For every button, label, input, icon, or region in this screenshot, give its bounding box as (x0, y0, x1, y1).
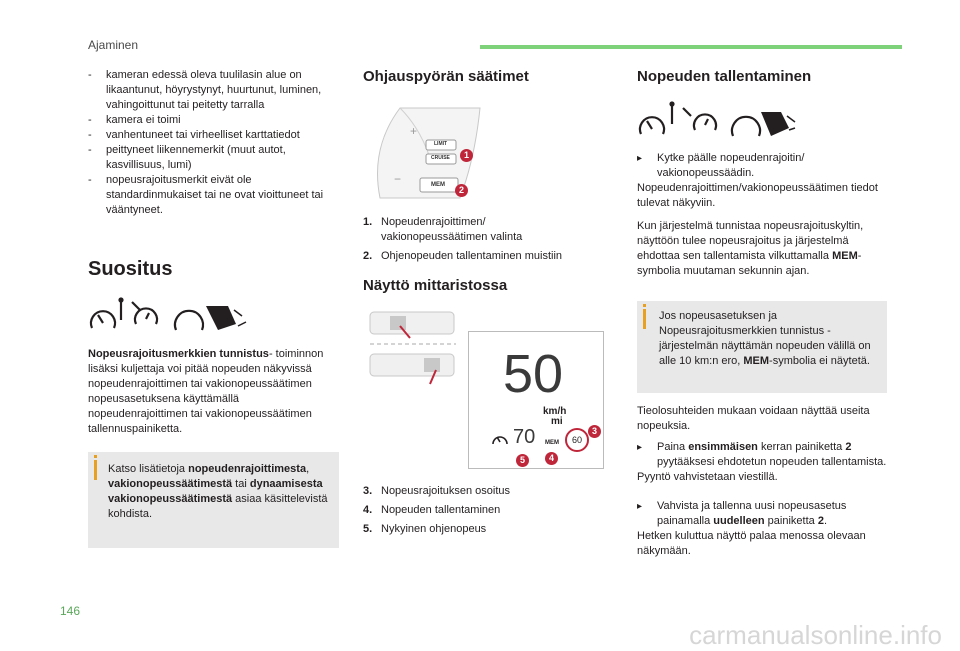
arrow-icon: ▸ (637, 153, 643, 164)
speedometer-icons (637, 100, 797, 140)
current-speed: 70 (513, 426, 536, 448)
speed-dial-display (468, 331, 604, 469)
speed-value: 50 (503, 344, 564, 404)
paragraph: Hetken kuluttua näyttö palaa menossa olevaan näkymään. (637, 530, 866, 557)
unit-kmh: km/h (543, 406, 567, 417)
speedometer-icon (491, 430, 509, 446)
limit-label: LIMIT (434, 141, 448, 147)
info-icon (94, 460, 97, 480)
list-item: 4. Nopeuden tallentaminen (363, 504, 501, 516)
cruise-label: CRUISE (431, 155, 450, 161)
minus-symbol: − (394, 172, 402, 186)
list-item: 3. Nopeusrajoituksen osoitus (363, 485, 511, 497)
plus-symbol: + (410, 124, 418, 138)
page-number: 146 (60, 604, 81, 618)
instruction-bullet: ▸ Paina ensimmäisen kerran painiketta 2 pyytääksesi ehdotetun nopeuden tallentamista. (637, 441, 887, 468)
mem-indicator: MEM (545, 440, 559, 446)
section-title-speed-memorisation: Nopeuden tallentaminen (637, 68, 812, 85)
section-label: Ajaminen (88, 38, 139, 52)
list-item: - nopeusrajoitusmerkit eivät ole standardinmukaiset tai ne ovat vioittuneet tai vääntyneet. (88, 174, 324, 216)
section-title-suositus: Suositus (88, 258, 173, 280)
watermark: carmanualsonline.info (689, 620, 942, 650)
limitations-list (88, 68, 338, 218)
mem-label: MEM (431, 182, 445, 188)
col3-text-block-2 (637, 404, 887, 559)
display-items-list (363, 484, 593, 541)
paragraph: Pyyntö vahvistetaan viestillä. (637, 471, 778, 483)
list-item: - peittyneet liikennemerkit (muut autot, kasvillisuus, lumi) (88, 144, 286, 171)
wheel-controls-list (363, 215, 593, 268)
unit-mi: mi (551, 416, 563, 427)
section-title-wheel-controls: Ohjauspyörän säätimet (363, 68, 529, 85)
instruction-bullet: ▸ Kytke päälle nopeudenrajoitin/ vakionopeussäädin. (637, 152, 805, 179)
arrow-icon: ▸ (637, 442, 643, 453)
instruction-bullet: ▸ Vahvista ja tallenna uusi nopeusasetus painamalla uudelleen painiketta 2. (637, 500, 847, 527)
header-accent-bar (480, 45, 902, 49)
info-box: Katso lisätietoja nopeudenrajoittimesta, vakionopeussäätimestä tai dynaamisesta vakionopeussäätimestä asiaa käsittelevistä kohdista. (88, 452, 339, 548)
info-box: Jos nopeusasetuksen ja Nopeusrajoitusmerkkien tunnistus -järjestelmän näyttämän nopeuden välillä on alle 10 km:n ero, MEM-symbolia ei näytetä. (637, 301, 887, 393)
list-item: - kamera ei toimi (88, 114, 181, 126)
section-title-instrument-display: Näyttö mittaristossa (363, 277, 508, 294)
callout-badge-5: 5 (516, 454, 529, 467)
list-item: 2. Ohjenopeuden tallentaminen muistiin (363, 250, 563, 262)
info-icon (643, 309, 646, 329)
paragraph: Nopeudenrajoittimen/vakionopeussäätimen tiedot tulevat näkyviin. (637, 182, 878, 209)
list-item: 5. Nykyinen ohjenopeus (363, 523, 487, 535)
speed-icons-row-2 (637, 100, 797, 140)
list-item: 1. Nopeudenrajoittimen/ vakionopeussäätimen valinta (363, 216, 523, 243)
speed-limit-sign: 60 (565, 428, 589, 452)
callout-badge-3: 3 (588, 425, 601, 438)
callout-badge-1: 1 (460, 149, 473, 162)
list-item: - kameran edessä oleva tuulilasin alue on likaantunut, höyrystynyt, huurtunut, luminen, vahingoittunut tai peitetty tarralla (88, 69, 322, 111)
paragraph: Tieolosuhteiden mukaan voidaan näyttää useita nopeuksia. (637, 405, 870, 432)
paragraph: Kun järjestelmä tunnistaa nopeusrajoituskyltin, näyttöön tulee nopeusrajoitus ja järjestelmä ehdottaa sen tallentamista vilkuttamalla MEM-symbolia muutaman sekunnin ajan. (637, 220, 864, 277)
display-panels-illustration (368, 308, 458, 388)
callout-badge-2: 2 (455, 184, 468, 197)
list-item: - vanhentuneet tai virheelliset karttatiedot (88, 129, 300, 141)
arrow-icon: ▸ (637, 501, 643, 512)
col3-text-block-1 (637, 151, 887, 279)
callout-badge-4: 4 (545, 452, 558, 465)
speed-icons-row (88, 296, 248, 336)
recommendation-paragraph: Nopeusrajoitusmerkkien tunnistus- toiminnon lisäksi kuljettaja voi pitää nopeuden näkyvissä nopeudenrajoittimen tai vakionopeussäätimen nopeusasetuksena käyttämällä nopeudenrajoittimen tai vakionopeussäätimen tallennuspainiketta. (88, 348, 324, 435)
speedometer-icons (88, 296, 248, 336)
